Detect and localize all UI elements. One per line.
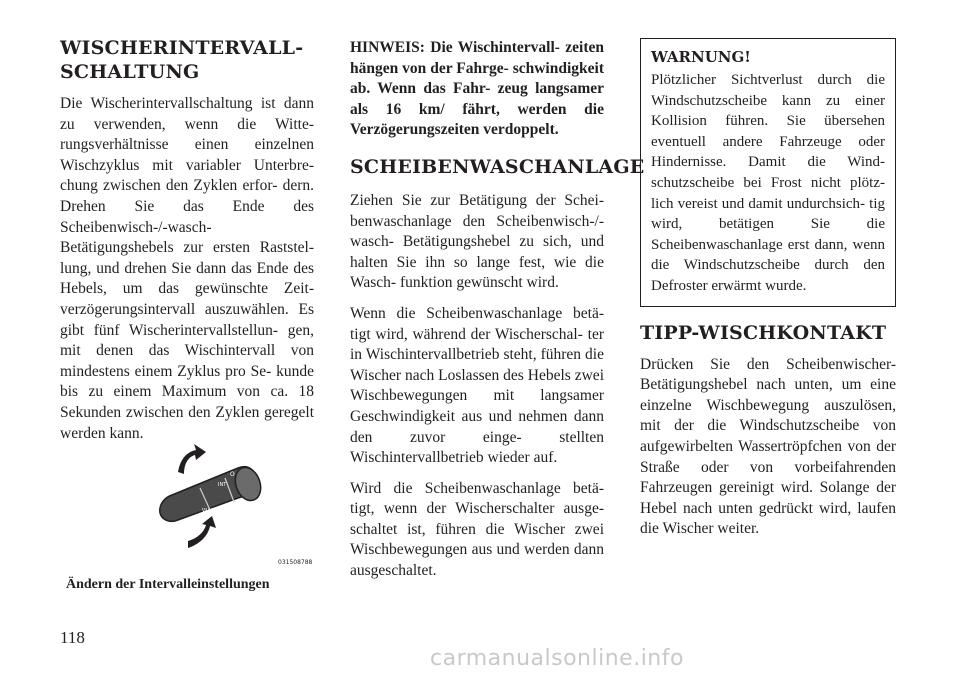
wiper-lever-figure bbox=[60, 440, 314, 590]
lever-label-o: O bbox=[230, 471, 235, 478]
lever-label-wash: WASH bbox=[202, 508, 219, 514]
left-column bbox=[60, 36, 314, 444]
wischerintervall-paragraph: Die Wischerintervallschaltung ist dann zu verwenden, wenn die Witte- rungsverhältnisse einen einzelnen Wischzyklus mit variabler Unterbre- chung zwischen den Zyklen erfor- dern. Drehen Sie das Ende des Scheibenwisch-/-wasch- Betätigungshebels zur ersten Raststel- lung, und drehen Sie dann das Ende des Hebels, um das gewünschte Zeit- verzögerungsintervall auszuwählen. Es gibt fünf Wischerintervallstellun- gen, mit denen das Wischintervall von mindestens einem Zyklus pro Se- kunde bis zu einem Maximum von ca. 18 Sekunden zwischen den Zyklen geregelt werden kann. bbox=[60, 95, 314, 442]
lever-label-int: INT bbox=[218, 482, 227, 488]
tipp-wischkontakt-paragraph: Drücken Sie den Scheibenwischer- Betätigungshebel nach unten, um eine einzelne Wischbewegung auszulösen, mit der die Windschutzscheibe von aufgewirbelten Wassertröpfchen von der Straße oder von vorbeifahrenden Fahrzeugen gereinigt wird. Solange der Hebel nach unten gedrückt wird, laufen die Wischer weiter. bbox=[640, 355, 896, 538]
figure-code: 031508788 bbox=[278, 559, 313, 566]
heading-line-1: WISCHERINTERVALL- bbox=[60, 37, 304, 59]
warning-title: WARNUNG! bbox=[651, 48, 751, 66]
section-heading-wischerintervall bbox=[60, 36, 314, 84]
middle-column bbox=[350, 38, 645, 582]
right-column bbox=[640, 38, 896, 540]
rotate-up-arrow-icon bbox=[178, 444, 206, 474]
warning-box bbox=[640, 38, 896, 307]
section-heading-tipp-wischkontakt: TIPP-WISCHKONTAKT bbox=[640, 321, 887, 344]
figure-caption: Ändern der Intervalleinstellungen bbox=[66, 577, 270, 592]
scheibenwaschanlage-paragraph-2: Wenn die Scheibenwaschanlage betä- tigt wird, während der Wischerschal- ter in Wischintervallbetrieb steht, führen die Wischer nach Loslassen des Hebels zwei Wischbewegungen mit langsamer Geschwindigkeit aus und nehmen dann den zuvor einge- stellten Wischintervallbetrieb wieder auf. bbox=[350, 304, 604, 467]
watermark: carmanualsonline.info bbox=[430, 646, 684, 671]
heading-line-2: SCHALTUNG bbox=[60, 61, 200, 83]
hinweis-note: HINWEIS: Die Wischintervall- zeiten hängen von der Fahrge- schwindigkeit ab. Wenn das Fahr- zeug langsamer als 16 km/ fährt, werden die Verzögerungszeiten verdoppelt. bbox=[350, 39, 604, 139]
warning-text: Plötzlicher Sichtverlust durch die Windschutzscheibe kann zu einer Kollision führen. Sie übersehen eventuell andere Fahrzeuge oder Hindernisse. Damit die Wind- schutzscheibe bei Frost nicht plötz- lich vereist und damit undurchsich- tig wird, betätigen Sie die Scheibenwaschanlage erst dann, wenn die Windschutzscheibe durch den Defroster erwärmt wurde. bbox=[651, 72, 885, 294]
scheibenwaschanlage-paragraph-3: Wird die Scheibenwaschanlage betä- tigt, wenn der Wischerschalter ausge- schaltet ist, führen die Wischer zwei Wischbewegungen aus und werden dann ausgeschaltet. bbox=[350, 479, 604, 580]
wiper-lever-illustration bbox=[60, 440, 314, 580]
scheibenwaschanlage-paragraph-1: Ziehen Sie zur Betätigung der Schei- benwaschanlage den Scheibenwisch-/-wasch- Betätigungshebel zu sich, und halten Sie ihn so lange fest, wie die Wasch- funktion gewünscht wird. bbox=[350, 191, 604, 292]
page-number: 118 bbox=[60, 628, 85, 647]
section-heading-scheibenwaschanlage: SCHEIBENWASCHANLAGE bbox=[350, 155, 645, 178]
rotate-down-arrow-icon bbox=[188, 516, 216, 548]
